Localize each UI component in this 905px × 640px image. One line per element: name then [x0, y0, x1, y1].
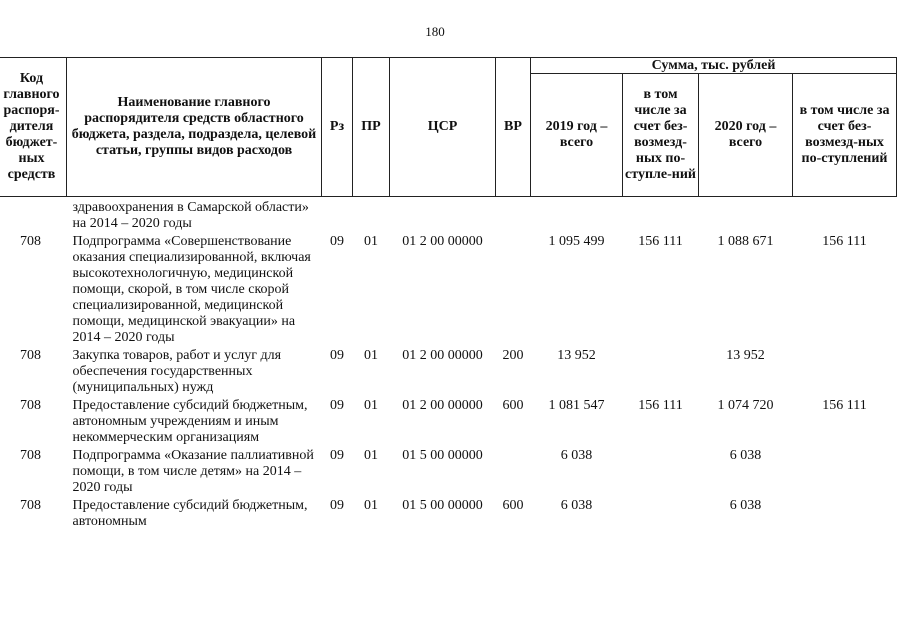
- header-pr: ПР: [353, 58, 390, 197]
- cell-rz: 09: [330, 348, 344, 363]
- budget-table: [0, 57, 897, 532]
- table-row: [0, 448, 897, 498]
- cell-2019-total: 13 952: [557, 348, 596, 363]
- cell-name: Подпрограмма «Совершенствование оказания специализированной, включая высокотехнологичную, медицинской помощи, скорой, в том числе скорой специализированной, медицинской помощи, медицинской эвакуации» на 2014 – 2020 годы: [72, 234, 311, 345]
- cell-csr: 01 5 00 00000: [402, 498, 483, 513]
- header-sum-group: Сумма, тыс. рублей: [531, 58, 897, 74]
- cell-name: Предоставление субсидий бюджетным, автономным учреждениям и иным некоммерческим организациям: [72, 398, 308, 445]
- cell-2019-total: 1 081 547: [548, 398, 605, 413]
- cell-2020-free: [793, 197, 897, 235]
- cell-name: Предоставление субсидий бюджетным, автономным: [72, 498, 308, 529]
- cell-csr: 01 2 00 00000: [402, 348, 483, 363]
- cell-pr: 01: [364, 234, 378, 249]
- cell-2019-free: [623, 348, 699, 398]
- cell-vr: [496, 234, 531, 348]
- header-2019-total: 2019 год – всего: [531, 74, 623, 197]
- cell-2019-free: 156 111: [638, 398, 683, 413]
- cell-2019-free: [623, 448, 699, 498]
- cell-rz: 09: [330, 448, 344, 463]
- cell-csr: 01 2 00 00000: [402, 234, 483, 249]
- cell-code: 708: [20, 398, 41, 413]
- header-vr: ВР: [496, 58, 531, 197]
- header-2020-total: 2020 год – всего: [699, 74, 793, 197]
- cell-csr: 01 2 00 00000: [402, 398, 483, 413]
- cell-2020-free: 156 111: [822, 234, 867, 249]
- cell-2020-free: [793, 348, 897, 398]
- cell-name: Подпрограмма «Оказание паллиативной помощи, в том числе детям» на 2014 – 2020 годы: [72, 448, 314, 495]
- cell-name: здравоохранения в Самарской области» на 2014 – 2020 годы: [72, 200, 309, 231]
- table-header: [0, 58, 897, 197]
- cell-pr: 01: [364, 448, 378, 463]
- cell-pr: 01: [364, 498, 378, 513]
- cell-2019-total: 6 038: [560, 448, 593, 463]
- cell-vr: 600: [502, 498, 524, 513]
- page-number: 180: [425, 24, 445, 39]
- cell-2019-total: 6 038: [560, 498, 593, 513]
- cell-rz: 09: [330, 498, 344, 513]
- cell-pr: [353, 197, 390, 235]
- header-code: Код главного распоря-дителя бюджет-ных средств: [0, 58, 67, 197]
- cell-2020-free: 156 111: [822, 398, 867, 413]
- table-body: [0, 197, 897, 533]
- cell-2020-total: 6 038: [729, 498, 762, 513]
- cell-vr: [496, 448, 531, 498]
- table-row: [0, 234, 897, 348]
- cell-name: Закупка товаров, работ и услуг для обеспечения государственных (муниципальных) нужд: [72, 348, 282, 395]
- cell-csr: 01 5 00 00000: [402, 448, 483, 463]
- table-row: [0, 197, 897, 235]
- cell-2019-free: [623, 197, 699, 235]
- cell-code: [0, 197, 67, 235]
- table-row: [0, 348, 897, 398]
- header-rz: Рз: [322, 58, 353, 197]
- cell-vr: 600: [502, 398, 524, 413]
- cell-2020-total: 13 952: [726, 348, 765, 363]
- cell-2020-total: 6 038: [729, 448, 762, 463]
- cell-rz: 09: [330, 398, 344, 413]
- cell-2020-total: 1 074 720: [717, 398, 774, 413]
- cell-2019-total: [531, 197, 623, 235]
- cell-pr: 01: [364, 348, 378, 363]
- cell-2019-free: 156 111: [638, 234, 683, 249]
- cell-2019-total: 1 095 499: [548, 234, 605, 249]
- cell-2020-total: 1 088 671: [717, 234, 774, 249]
- cell-2019-free: [623, 498, 699, 532]
- header-2019-free: в том числе за счет без-возмезд-ных по-ступле-ний: [623, 74, 699, 197]
- cell-2020-free: [793, 448, 897, 498]
- cell-code: 708: [20, 234, 41, 249]
- table-row: [0, 498, 897, 532]
- header-csr: ЦСР: [390, 58, 496, 197]
- cell-vr: 200: [502, 348, 524, 363]
- cell-code: 708: [20, 448, 41, 463]
- table-row: [0, 398, 897, 448]
- cell-code: 708: [20, 498, 41, 513]
- header-2020-free: в том числе за счет без-возмезд-ных по-ступлений: [793, 74, 897, 197]
- cell-pr: 01: [364, 398, 378, 413]
- header-name: Наименование главного распорядителя средств областного бюджета, раздела, подраздела, целевой статьи, группы видов расходов: [67, 58, 322, 197]
- cell-vr: [496, 197, 531, 235]
- cell-csr: [390, 197, 496, 235]
- cell-code: 708: [20, 348, 41, 363]
- cell-rz: 09: [330, 234, 344, 249]
- cell-2020-total: [699, 197, 793, 235]
- cell-rz: [322, 197, 353, 235]
- cell-2020-free: [793, 498, 897, 532]
